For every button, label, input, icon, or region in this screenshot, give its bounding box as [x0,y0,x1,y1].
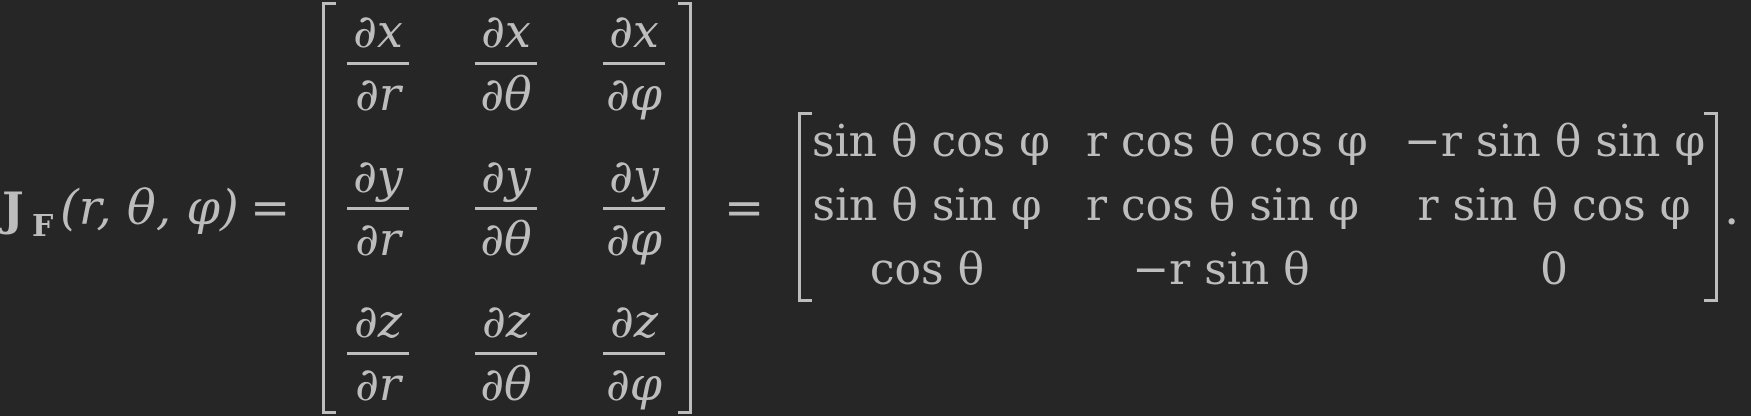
matrix-2-right-bracket [1704,112,1718,302]
partial-z-r: ∂z ∂r [341,298,415,407]
result-cell-2-2: r cos θ sin φ [1086,180,1359,231]
partial-x-phi: ∂x ∂φ [597,8,671,117]
partial-z-theta: ∂z ∂θ [469,298,543,407]
matrix-1-left-bracket [322,2,336,414]
result-cell-2-1: sin θ sin φ [812,180,1042,231]
partial-x-r: ∂x ∂r [341,8,415,117]
result-cell-1-3: −r sin θ sin φ [1404,116,1706,167]
jacobian-arguments: (r, θ, φ) [60,180,239,236]
result-cell-1-1: sin θ cos φ [812,116,1050,167]
matrix-1-right-bracket [678,2,692,414]
matrix-2-left-bracket [798,112,812,302]
result-cell-3-2: −r sin θ [1132,244,1310,295]
jacobian-symbol: J [2,182,24,236]
partial-y-r: ∂y ∂r [341,153,415,262]
result-cell-3-1: cos θ [869,244,985,295]
result-cell-1-2: r cos θ cos φ [1086,116,1368,167]
jacobian-subscript: F [32,209,54,244]
partial-y-theta: ∂y ∂θ [469,153,543,262]
equals-sign-1: = [250,180,291,236]
partial-z-phi: ∂z ∂φ [597,298,671,407]
partial-x-theta: ∂x ∂θ [469,8,543,117]
final-period: . [1724,180,1740,236]
result-cell-2-3: r sin θ cos φ [1417,180,1691,231]
equals-sign-2: = [724,180,765,236]
result-cell-3-3: 0 [1540,244,1568,295]
partial-y-phi: ∂y ∂φ [597,153,671,262]
